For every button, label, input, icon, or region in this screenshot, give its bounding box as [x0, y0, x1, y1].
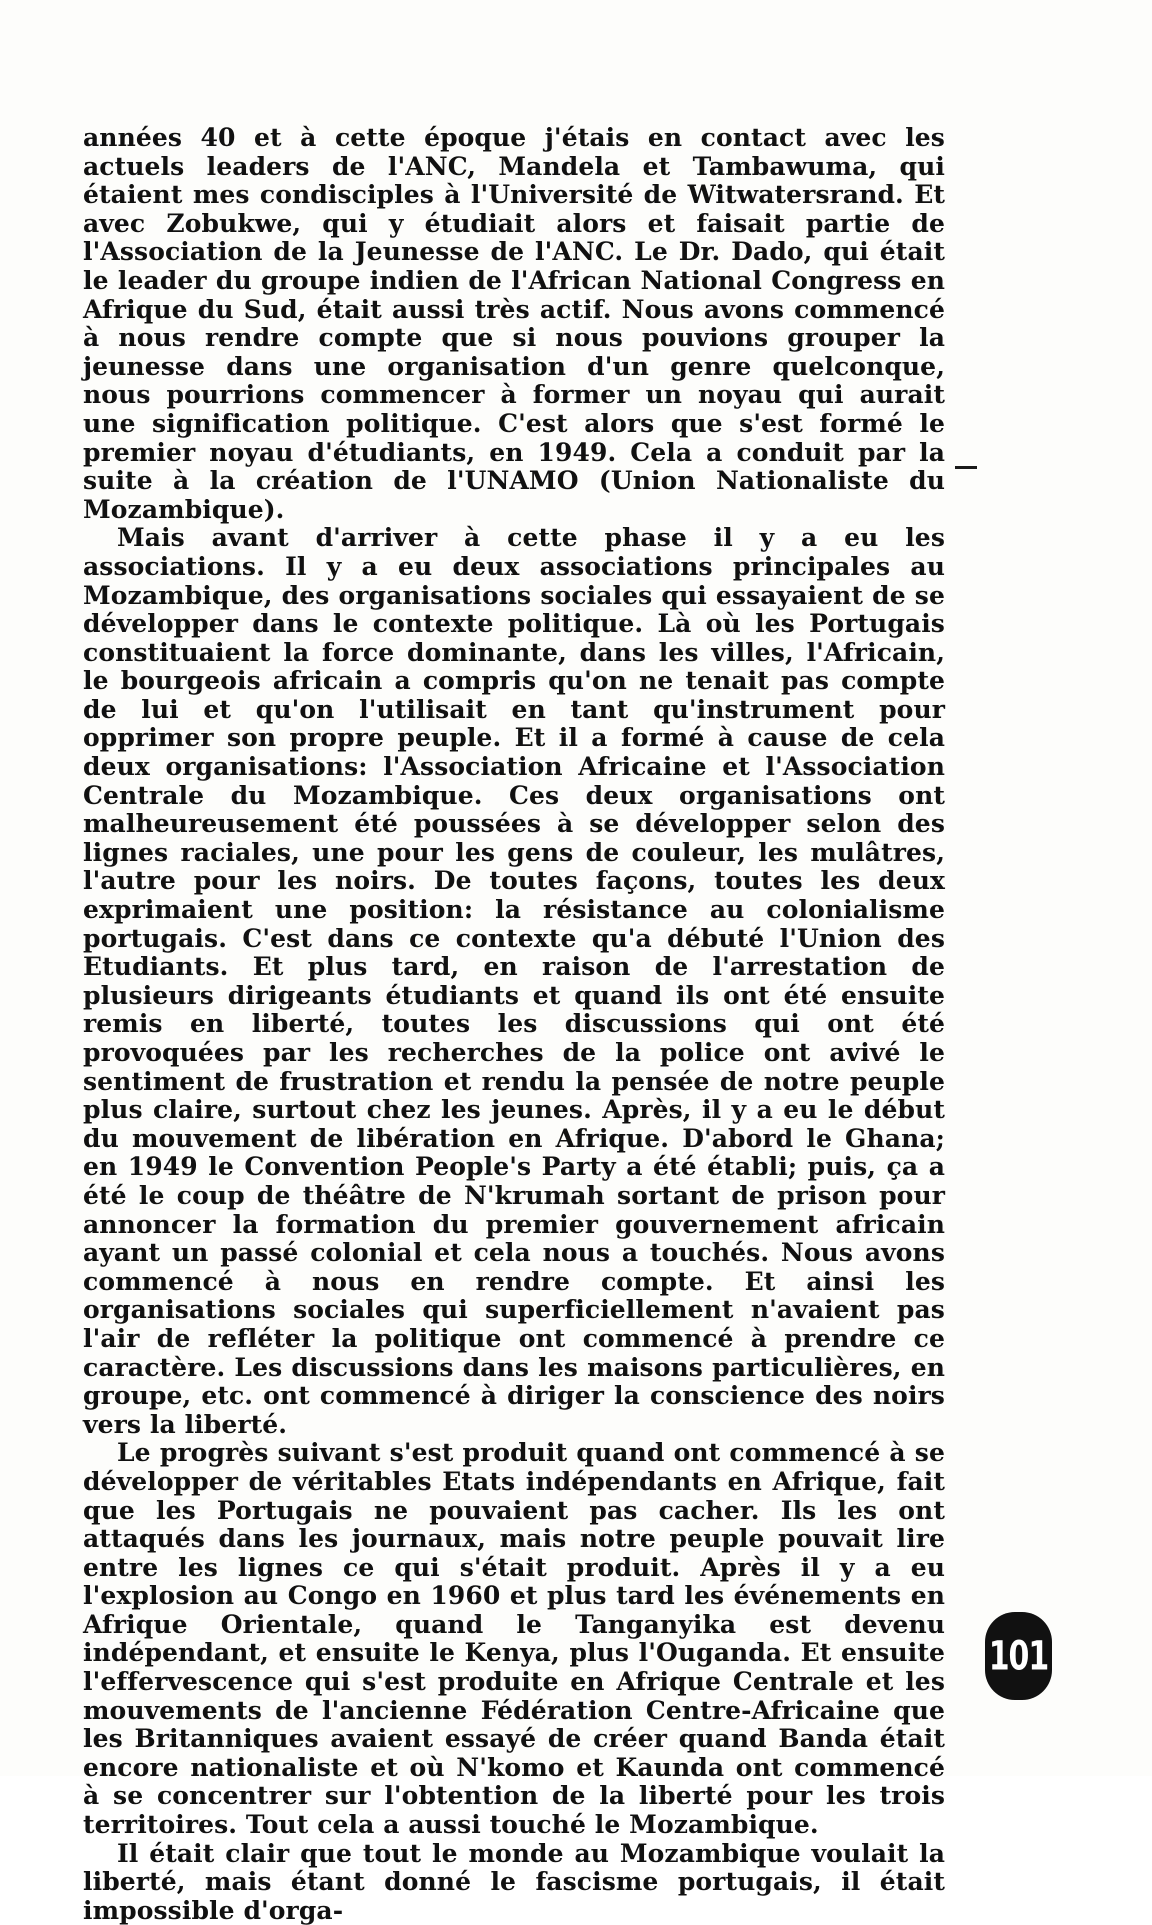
paragraph-3: Le progrès suivant s'est produit quand ont commencé à se développer de véritables Etats indépendants en Afrique, fait que les Portugais ne pouvaient pas cacher. Ils les ont attaqués dans les journaux, mais notre peuple pouvait lire entre les lignes ce qui s'était produit. Après il y a eu l'explosion au Congo en 1960 et plus tard les événements en Afrique Orientale, quand le Tanganyika est devenu indépendant, et ensuite le Kenya, plus l'Ouganda. Et ensuite l'effervescence qui s'est produite en Afrique Centrale et les mouvements de l'ancienne Fédération Centre-Africaine que les Britanniques avaient essayé de créer quand Banda était encore nationaliste et où N'komo et Kaunda ont commencé à se concentrer sur l'obtention de la liberté pour les trois territoires. Tout cela a aussi touché le Mozambique. — [83, 1438, 945, 1840]
paragraph-2: Mais avant d'arriver à cette phase il y a eu les associations. Il y a eu deux associations principales au Mozambique, des organisations sociales qui essayaient de se développer dans le contexte politique. Là où les Portugais constituaient la force dominante, dans les villes, l'Africain, le bourgeois africain a compris qu'on ne tenait pas compte de lui et qu'on l'utilisait en tant qu'instrument pour opprimer son propre peuple. Et il a formé à cause de cela deux organisations: l'Association Africaine et l'Association Centrale du Mozambique. Ces deux organisations ont malheureusement été poussées à se développer selon des lignes raciales, une pour les gens de couleur, les mulâtres, l'autre pour les noirs. De toutes façons, toutes les deux exprimaient une position: la résistance au colonialisme portugais. C'est dans ce contexte qu'a débuté l'Union des Etudiants. Et plus tard, en raison de l'arrestation de plusieurs dirigeants étudiants et quand ils ont été ensuite remis en liberté, toutes les discussions qui ont été provoquées par les recherches de la police ont avivé le sentiment de frustration et rendu la pensée de notre peuple plus claire, surtout chez les jeunes. Après, il y a eu le début du mouvement de libération en Afrique. D'abord le Ghana; en 1949 le Convention People's Party a été établi; puis, ça a été le coup de théâtre de N'krumah sortant de prison pour annoncer la formation du premier gouvernement africain ayant un passé colonial et cela nous a touchés. Nous avons commencé à nous en rendre compte. Et ainsi les organisations sociales qui superficiellement n'avaient pas l'air de refléter la politique ont commencé à prendre ce caractère. Les discussions dans les maisons particulières, en groupe, etc. ont commencé à diriger la conscience des noirs vers la liberté. — [83, 523, 945, 1439]
page-number-badge — [985, 1612, 1052, 1700]
paragraph-1: années 40 et à cette époque j'étais en contact avec les actuels leaders de l'ANC, Mandela et Tambawuma, qui étaient mes condisciples à l'Université de Witwatersrand. Et avec Zobukwe, qui y étudiait alors et faisait partie de l'Association de la Jeunesse de l'ANC. Le Dr. Dado, qui était le leader du groupe indien de l'African National Congress en Afrique du Sud, était aussi très actif. Nous avons commencé à nous rendre compte que si nous pouvions grouper la jeunesse dans une organisation d'un genre quelconque, nous pourrions commencer à former un noyau qui aurait une signification politique. C'est alors que s'est formé le premier noyau d'étudiants, en 1949. Cela a conduit par la suite à la création de l'UNAMO (Union Nationaliste du Mozambique). — [83, 123, 945, 524]
body-text — [83, 124, 945, 1925]
margin-mark — [955, 466, 977, 469]
page-number: 101 — [988, 1632, 1049, 1680]
paragraph-4: Il était clair que tout le monde au Mozambique voulait la liberté, mais étant donné le fascisme portugais, il était impossible d'orga- — [83, 1838, 945, 1925]
